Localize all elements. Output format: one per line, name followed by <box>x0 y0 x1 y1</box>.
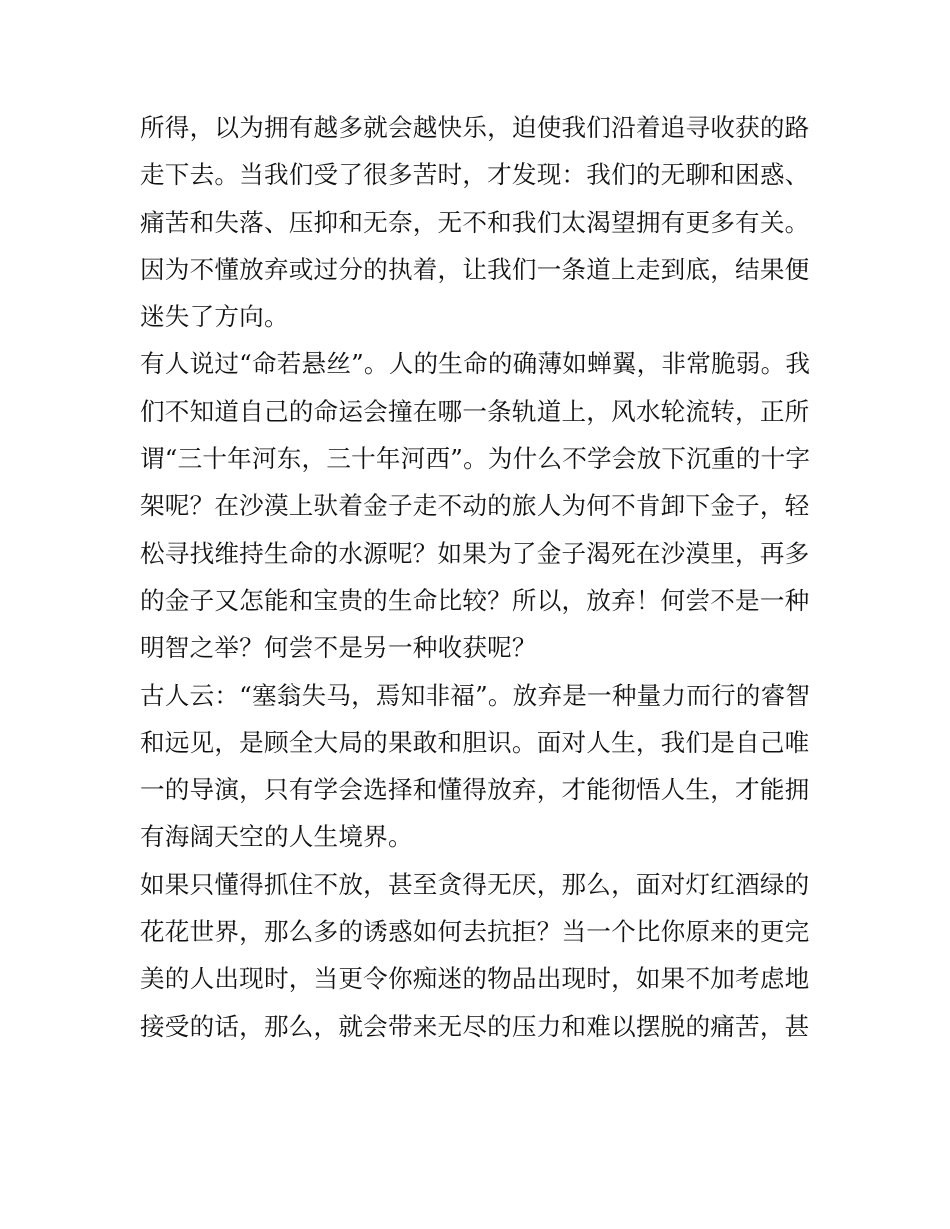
text-line: 明智之举？何尝不是另一种收获呢？ <box>140 633 537 663</box>
text-line: 花花世界，那么多的诱惑如何去抗拒？当一个比你原来的更完 <box>140 917 810 947</box>
text-line: 架呢？在沙漠上驮着金子走不动的旅人为何不肯卸下金子，轻 <box>140 491 810 521</box>
text-line: 古人云：“塞翁失马，焉知非福”。放弃是一种量力而行的睿智 <box>140 680 811 710</box>
text-line: 谓“三十年河东，三十年河西”。为什么不学会放下沉重的十字 <box>140 444 811 474</box>
body-text <box>140 104 820 1050</box>
text-line: 有海阔天空的人生境界。 <box>140 822 413 852</box>
text-line: 迷失了方向。 <box>140 302 289 332</box>
text-line: 痛苦和失落、压抑和无奈，无不和我们太渴望拥有更多有关。 <box>140 207 810 237</box>
text-line: 如果只懂得抓住不放，甚至贪得无厌，那么，面对灯红酒绿的 <box>140 869 810 899</box>
text-line: 和远见，是顾全大局的果敢和胆识。面对人生，我们是自己唯 <box>140 727 810 757</box>
text-line: 们不知道自己的命运会撞在哪一条轨道上，风水轮流转，正所 <box>140 396 810 426</box>
text-line: 松寻找维持生命的水源呢？如果为了金子渴死在沙漠里，再多 <box>140 538 810 568</box>
text-line: 走下去。当我们受了很多苦时，才发现：我们的无聊和困惑、 <box>140 160 810 190</box>
text-line: 有人说过“命若悬丝”。人的生命的确薄如蝉翼，非常脆弱。我 <box>140 349 811 379</box>
text-line: 所得，以为拥有越多就会越快乐，迫使我们沿着追寻收获的路 <box>140 113 810 142</box>
text-line: 的金子又怎能和宝贵的生命比较？所以，放弃！何尝不是一种 <box>140 585 810 615</box>
text-line: 美的人出现时，当更令你痴迷的物品出现时，如果不加考虑地 <box>140 964 810 994</box>
text-line: 因为不懂放弃或过分的执着，让我们一条道上走到底，结果便 <box>140 254 810 284</box>
text-line: 一的导演，只有学会选择和懂得放弃，才能彻悟人生，才能拥 <box>140 775 810 805</box>
text-line: 接受的话，那么，就会带来无尽的压力和难以摆脱的痛苦，甚 <box>140 1011 810 1041</box>
